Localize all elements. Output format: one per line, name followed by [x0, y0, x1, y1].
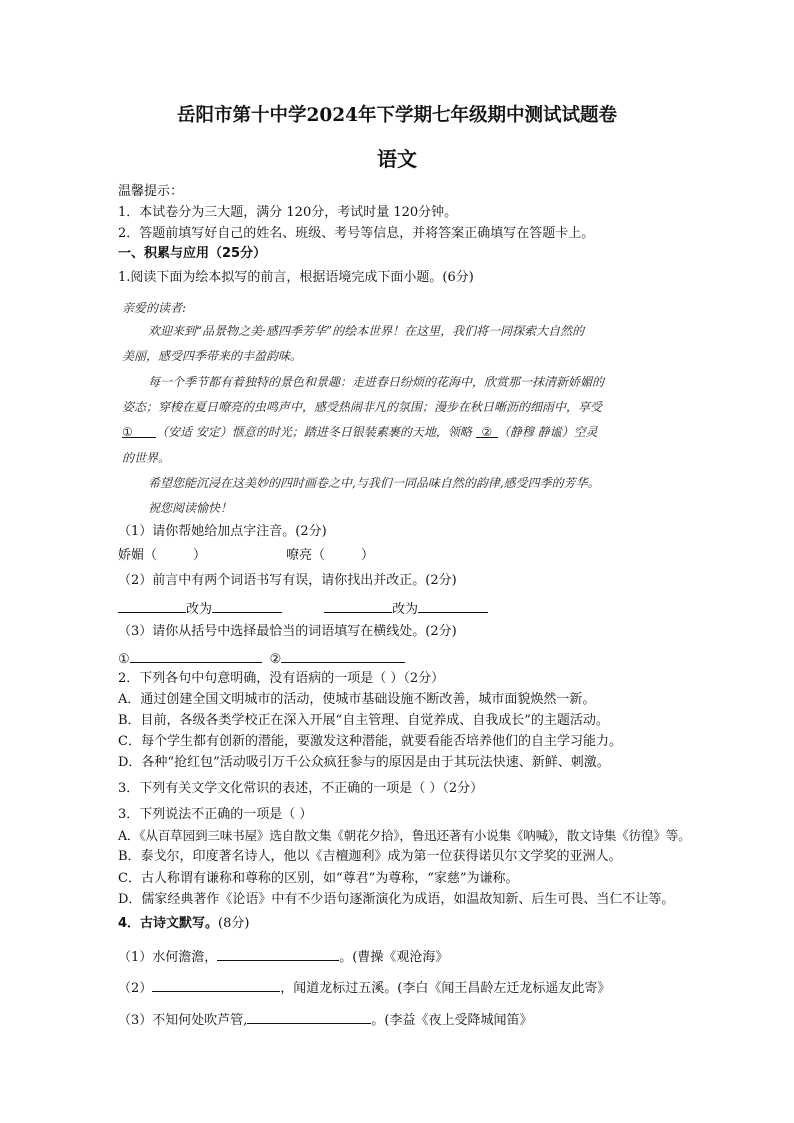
q3-stem-b: 3．下列说法不正确的一项是（ ）	[118, 807, 313, 822]
q4-item-2: （2） ，闻道龙标过五溪。(李白《闻王昌龄左迁龙标遥友此寄》	[118, 978, 610, 997]
correct-word-1[interactable]	[212, 599, 282, 613]
preface-p2b: 姿态；穿梭在夏日嘹亮的虫鸣声中，感受热闹非凡的氛围；漫步在秋日晰沥的细雨中，享受	[122, 400, 603, 414]
q1-sub2: （2）前言中有两个词语书写有误，请你找出并改正。(2分)	[118, 573, 457, 588]
preface-closing: 祝您阅读愉快！	[148, 501, 233, 515]
preface-p2c: ① （安适 安定）惬意的时光；踏进冬日银装素裹的天地，领略 ② （静穆 静谧）空灵	[122, 425, 598, 439]
q2-option-b[interactable]: B．目前，各级各类学校正在深入开展“自主管理、自觉养成、自我成长”的主题活动。	[118, 713, 609, 728]
q4-item-1: （1）水何澹澹， 。(曹操《观沧海》	[118, 947, 448, 966]
exam-title: 岳阳市第十中学2024年下学期七年级期中测试试题卷	[177, 105, 617, 126]
q4-item-3: （3）不知何处吹芦管, 。(李益《夜上受降城闻笛》	[118, 1010, 532, 1029]
correct-word-2[interactable]	[418, 599, 488, 613]
q1-sub3-blanks: ① ②	[118, 649, 405, 668]
subject-title: 语文	[377, 147, 417, 171]
q2-stem: 2．下列各句中句意明确，没有语病的一项是（ ）（2分）	[118, 671, 445, 686]
q2-option-a[interactable]: A．通过创建全国文明城市的活动，使城市基础设施不断改善，城市面貌焕然一新。	[118, 692, 596, 707]
choice-blank-1[interactable]	[130, 649, 262, 663]
poem-blank-1[interactable]	[217, 947, 339, 961]
q3-option-a[interactable]: A．《从百草园到三味书屋》选自散文集《朝花夕拾》，鲁迅还著有小说集《呐喊》，散文诗集《彷徨》等。	[118, 828, 691, 843]
wrong-word-1[interactable]	[118, 599, 186, 613]
preface-p1b: 美丽，感受四季带来的丰盈韵味。	[122, 349, 303, 363]
q1-sub3: （3）请你从括号中选择最恰当的词语填写在横线处。(2分)	[118, 624, 457, 639]
q4-stem: 4．古诗文默写。(8分)	[118, 916, 250, 931]
q3-stem-a: 3．下列有关文学文化常识的表述，不正确的一项是（ ）（2分）	[118, 781, 484, 796]
tips-item-2: 2．答题前填写好自己的姓名、班级、考号等信息，并将答案正确填写在答题卡上。	[118, 226, 595, 241]
preface-p3: 希望您能沉浸在这美妙的四时画卷之中,与我们一同品味自然的韵律,感受四季的芳华。	[148, 476, 600, 490]
choice-blank-2[interactable]	[281, 649, 405, 663]
blank-2[interactable]: ②	[476, 424, 498, 438]
poem-blank-3[interactable]	[247, 1010, 371, 1024]
preface-p1a: 欢迎来到“品景物之美·感四季芳华”的绘本世界！在这里，我们将一同探索大自然的	[148, 324, 585, 338]
q1-sub1-word1: 娇媚（ ）	[118, 548, 207, 563]
q1-sub1: （1）请你帮她给加点字注音。(2分)	[118, 524, 327, 539]
q1-sub2-pair1: 改为	[118, 599, 282, 618]
q1-sub1-word2: 嘹亮（ ）	[286, 548, 375, 563]
blank-1[interactable]: ①	[122, 424, 156, 438]
q2-option-d[interactable]: D．各种“抢红包”活动吸引万千公众疯狂参与的原因是由于其玩法快速、新鲜、刺激。	[118, 755, 610, 770]
preface-p2a: 每一个季节都有着独特的景色和景趣：走进春日纷烦的花海中，欣赏那一抹清新娇媚的	[148, 375, 605, 389]
tips-heading: 温馨提示：	[118, 184, 184, 199]
q3-option-d[interactable]: D．儒家经典著作《论语》中有不少语句逐渐演化为成语，如温故知新、后生可畏、当仁不让等。	[118, 892, 675, 907]
q1-sub2-pair2: 改为	[324, 599, 488, 618]
wrong-word-2[interactable]	[324, 599, 392, 613]
section-1-heading: 一、积累与应用（25分）	[118, 246, 267, 261]
tips-item-1: 1．本试卷分为三大题，满分 120分，考试时量 120分钟。	[118, 205, 458, 220]
q1-stem: 1.阅读下面为绘本拟写的前言，根据语境完成下面小题。(6分)	[118, 270, 474, 285]
q3-option-b[interactable]: B．泰戈尔，印度著名诗人，他以《吉檀迦利》成为第一位获得诺贝尔文学奖的亚洲人。	[118, 849, 622, 864]
preface-salutation: 亲爱的读者:	[122, 301, 187, 315]
q3-option-c[interactable]: C．古人称谓有谦称和尊称的区别，如“尊君”为尊称，“家慈”为谦称。	[118, 871, 519, 886]
preface-p2d: 的世界。	[122, 451, 171, 465]
q2-option-c[interactable]: C．每个学生都有创新的潜能，要激发这种潜能，就要看能否培养他们的自主学习能力。	[118, 734, 622, 749]
poem-blank-2[interactable]	[152, 978, 280, 992]
